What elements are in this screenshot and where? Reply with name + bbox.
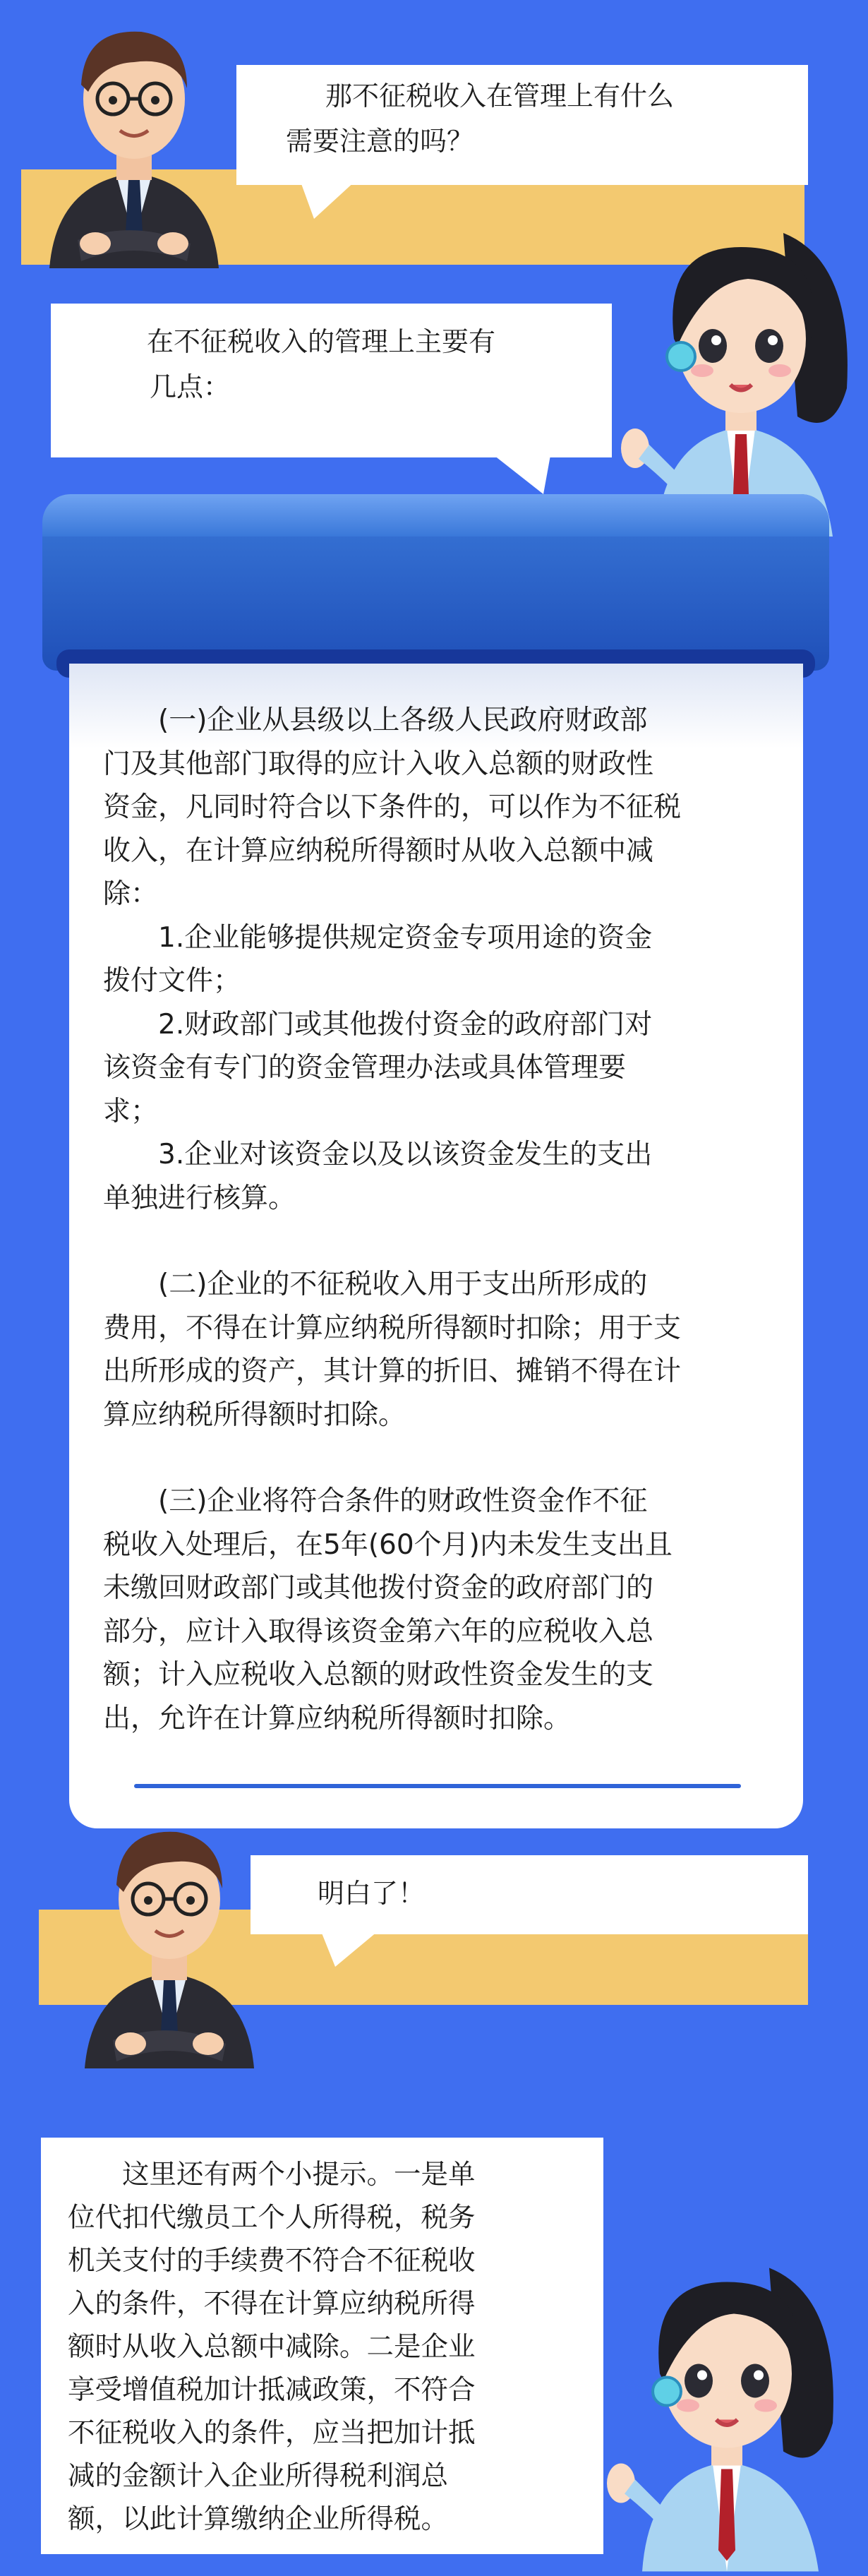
tip-line: 额时从收入总额中减除。二是企业 <box>68 2331 476 2363</box>
male-figure-icon <box>71 1804 268 2072</box>
tip-line: 位代扣代缴员工个人所得税，税务 <box>68 2202 476 2234</box>
tip-line: 不征税收入的条件，应当把加计抵 <box>68 2417 476 2449</box>
section1-line: (一)企业从县级以上各级人民政府财政部 <box>158 705 648 736</box>
question-line-1: 那不征税收入在管理上有什么 <box>325 80 675 112</box>
condition-1-line: 拨付文件； <box>103 965 241 997</box>
condition-2-line: 该资金有专门的资金管理办法或具体管理要 <box>103 1052 627 1084</box>
section3-line: (三)企业将符合条件的财政性资金作不征 <box>158 1485 648 1517</box>
condition-3-line: 3.企业对该资金以及以该资金发生的支出 <box>158 1139 653 1170</box>
tip-line: 享受增值税加计抵减政策，不符合 <box>68 2374 476 2406</box>
question-line-2: 需要注意的吗？ <box>286 126 474 157</box>
scroll-underline <box>134 1784 741 1788</box>
section3-line: 未缴回财政部门或其他拨付资金的政府部门的 <box>103 1572 654 1604</box>
section1-line: 收入，在计算应纳税所得额时从收入总额中减 <box>103 834 654 867</box>
condition-2-line: 求； <box>103 1095 159 1127</box>
scroll-top-highlight <box>42 494 829 537</box>
section3-line: 出，允许在计算应纳税所得额时扣除。 <box>103 1702 572 1735</box>
section2-line: 费用，不得在计算应纳税所得额时扣除；用于支 <box>103 1312 682 1344</box>
answer-bubble-top <box>51 304 612 457</box>
section3-line: 税收入处理后，在5年(60个月)内未发生支出且 <box>103 1528 673 1561</box>
section2-line: 算应纳税所得额时扣除。 <box>103 1398 406 1431</box>
reply-bubble <box>251 1855 808 1934</box>
section3-line: 部分，应计入取得该资金第六年的应税收入总 <box>103 1615 654 1648</box>
male-character-middle <box>71 1804 268 2072</box>
answer-bubble-tail <box>494 455 550 494</box>
female-officer-icon <box>607 2238 847 2573</box>
tip-line: 机关支付的手续费不符合不征税收 <box>68 2245 476 2277</box>
reply-text: 明白了！ <box>318 1878 426 1909</box>
tip-line: 这里还有两个小提示。一是单 <box>122 2159 476 2191</box>
paragraph-gap <box>103 1220 769 1263</box>
answer-line-1: 在不征税收入的管理上主要有 <box>147 326 496 357</box>
answer-line-2: 几点： <box>150 371 231 402</box>
paragraph-gap <box>103 1437 769 1480</box>
scroll-content <box>103 699 769 1740</box>
condition-1-line: 1.企业能够提供规定资金专项用途的资金 <box>158 921 653 954</box>
male-character-top <box>35 7 233 268</box>
female-officer-icon <box>621 205 861 537</box>
section1-line: 门及其他部门取得的应计入收入总额的财政性 <box>103 748 654 780</box>
question-bubble-top <box>236 65 808 185</box>
section1-line: 除： <box>103 878 159 910</box>
tip-line: 额，以此计算缴纳企业所得税。 <box>68 2503 449 2535</box>
section2-line: (二)企业的不征税收入用于支出所形成的 <box>158 1269 648 1300</box>
condition-2-line: 2.财政部门或其他拨付资金的政府部门对 <box>158 1008 653 1041</box>
tip-line: 入的条件，不得在计算应纳税所得 <box>68 2288 476 2320</box>
female-officer-bottom <box>607 2238 847 2573</box>
section1-line: 资金，凡同时符合以下条件的，可以作为不征税 <box>103 791 682 823</box>
female-officer-top <box>621 205 861 537</box>
question-bubble-tail <box>300 180 356 219</box>
section3-line: 额；计入应税收入总额的财政性资金发生的支 <box>103 1659 654 1691</box>
reply-bubble-tail <box>321 1931 378 1967</box>
condition-3-line: 单独进行核算。 <box>103 1182 296 1214</box>
tip-line: 减的金额计入企业所得税利润总 <box>68 2460 449 2492</box>
section2-line: 出所形成的资产，其计算的折旧、摊销不得在计 <box>103 1355 682 1387</box>
male-figure-icon <box>35 7 233 268</box>
tips-bubble <box>41 2138 603 2554</box>
